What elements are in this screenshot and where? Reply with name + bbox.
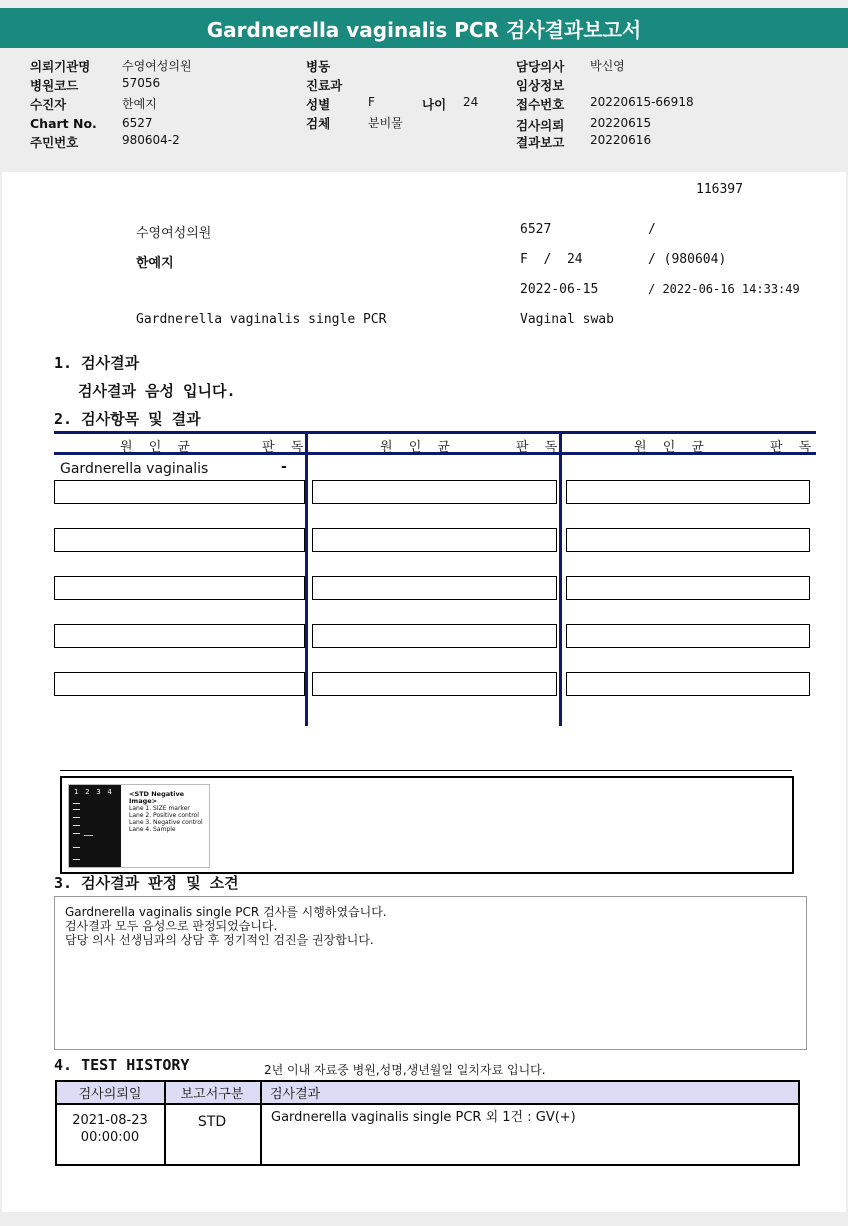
request-value: 20220615 <box>590 116 652 130</box>
chart-no-label: Chart No. <box>30 116 97 131</box>
request-label: 검사의뢰 <box>516 118 565 133</box>
history-row-result: Gardnerella vaginalis single PCR 외 1건 : GV(+) <box>271 1110 576 1125</box>
col-pathogen-1: 원 인 균 <box>120 440 196 455</box>
opinion-line-3: 담당 의사 선생님과의 상담 후 정기적인 검진을 권장합니다. <box>65 933 374 947</box>
opinion-box <box>54 896 807 1050</box>
summary-request-date: 2022-06-15 <box>520 282 599 297</box>
summary-report-datetime: / 2022-06-16 14:33:49 <box>648 282 800 296</box>
result-box <box>54 672 305 696</box>
summary-chart-no: 6527 <box>520 222 552 237</box>
specimen-value: 분비물 <box>368 116 403 130</box>
gel-lanes: 1 2 3 4 <box>74 788 112 796</box>
gel-lane4: Lane 4. Sample <box>129 826 176 833</box>
result-box <box>566 624 810 648</box>
table-divider-2 <box>559 434 562 726</box>
hospital-code-label: 병원코드 <box>30 78 79 93</box>
opinion-line-1: Gardnerella vaginalis single PCR 검사를 시행하였습니다. <box>65 905 387 919</box>
history-time: 00:00:00 <box>80 1130 140 1145</box>
col-judgement-3: 판 독 <box>770 440 818 455</box>
section2-title: 2. 검사항목 및 결과 <box>54 410 201 428</box>
divider-line <box>60 770 792 771</box>
history-row-type: STD <box>197 1114 227 1130</box>
col-judgement-1: 판 독 <box>262 440 310 455</box>
summary-institution: 수영여성의원 <box>136 226 212 241</box>
age-label: 나이 <box>422 97 447 112</box>
gel-photo <box>69 785 121 867</box>
institution-label: 의뢰기관명 <box>30 59 91 74</box>
result-box <box>566 528 810 552</box>
summary-slash: / <box>648 222 656 237</box>
table-divider-1 <box>305 434 308 726</box>
summary-test-name: Gardnerella vaginalis single PCR <box>136 312 387 327</box>
result-box <box>54 528 305 552</box>
result-box <box>54 576 305 600</box>
hospital-code-value: 57056 <box>122 76 161 90</box>
id-number: 116397 <box>696 182 743 197</box>
clinical-label: 임상정보 <box>516 78 565 93</box>
col-pathogen-2: 원 인 균 <box>380 440 456 455</box>
patient-value: 한예지 <box>122 97 157 111</box>
result-box <box>312 624 557 648</box>
summary-specimen: Vaginal swab <box>520 312 614 327</box>
col-judgement-2: 판 독 <box>516 440 564 455</box>
doctor-label: 담당의사 <box>516 59 565 74</box>
history-col-type: 보고서구분 <box>180 1086 244 1102</box>
dept-label: 진료과 <box>306 78 343 93</box>
result-box <box>312 480 557 504</box>
section1-result: 검사결과 음성 입니다. <box>78 382 236 400</box>
chart-no-value: 6527 <box>122 116 153 130</box>
gel-title: <STD Negative Image> <box>129 790 185 805</box>
row1-pathogen: Gardnerella vaginalis <box>60 461 209 477</box>
result-box <box>312 672 557 696</box>
result-box <box>566 480 810 504</box>
table-top-line <box>54 431 816 434</box>
result-box <box>312 576 557 600</box>
resident-no-value: 980604-2 <box>122 133 180 147</box>
section1-title: 1. 검사결과 <box>54 354 140 372</box>
gel-lane1: Lane 1. SIZE marker <box>129 805 190 812</box>
age-value: 24 <box>463 95 479 109</box>
sex-value: F <box>368 95 375 109</box>
result-box <box>54 480 305 504</box>
summary-sex-age: F / 24 <box>520 252 583 267</box>
result-box <box>566 672 810 696</box>
gel-lane3: Lane 3. Negative control <box>129 819 203 826</box>
sex-label: 성별 <box>306 97 331 112</box>
resident-no-label: 주민번호 <box>30 135 79 150</box>
patient-label: 수진자 <box>30 97 67 112</box>
specimen-label: 검체 <box>306 116 331 131</box>
result-box <box>312 528 557 552</box>
gel-image <box>68 784 210 868</box>
reception-label: 접수번호 <box>516 97 565 112</box>
history-row-date <box>57 1112 163 1146</box>
section3-title: 3. 검사결과 판정 및 소견 <box>54 874 239 892</box>
history-col-result: 검사결과 <box>270 1086 321 1102</box>
summary-birth: / (980604) <box>648 252 727 267</box>
ward-label: 병동 <box>306 59 331 74</box>
history-note: 2년 이내 자료중 병원,성명,생년월일 일치자료 입니다. <box>264 1063 546 1077</box>
report-title: Gardnerella vaginalis PCR 검사결과보고서 <box>0 8 848 48</box>
opinion-text <box>65 905 387 947</box>
col-pathogen-3: 원 인 균 <box>634 440 710 455</box>
reception-value: 20220615-66918 <box>590 95 694 109</box>
doctor-value: 박신영 <box>590 59 625 73</box>
history-col-date: 검사의뢰일 <box>78 1086 142 1102</box>
report-label: 결과보고 <box>516 135 565 150</box>
history-date: 2021-08-23 <box>72 1113 148 1128</box>
opinion-line-2: 검사결과 모두 음성으로 판정되었습니다. <box>65 919 278 933</box>
summary-patient: 한예지 <box>136 256 174 271</box>
result-box <box>54 624 305 648</box>
report-value: 20220616 <box>590 133 652 147</box>
gel-lane2: Lane 2. Positive control <box>129 812 199 819</box>
row1-result: - <box>281 459 287 475</box>
section4-title: 4. TEST HISTORY <box>54 1056 190 1074</box>
result-box <box>566 576 810 600</box>
institution-value: 수영여성의원 <box>122 59 192 73</box>
